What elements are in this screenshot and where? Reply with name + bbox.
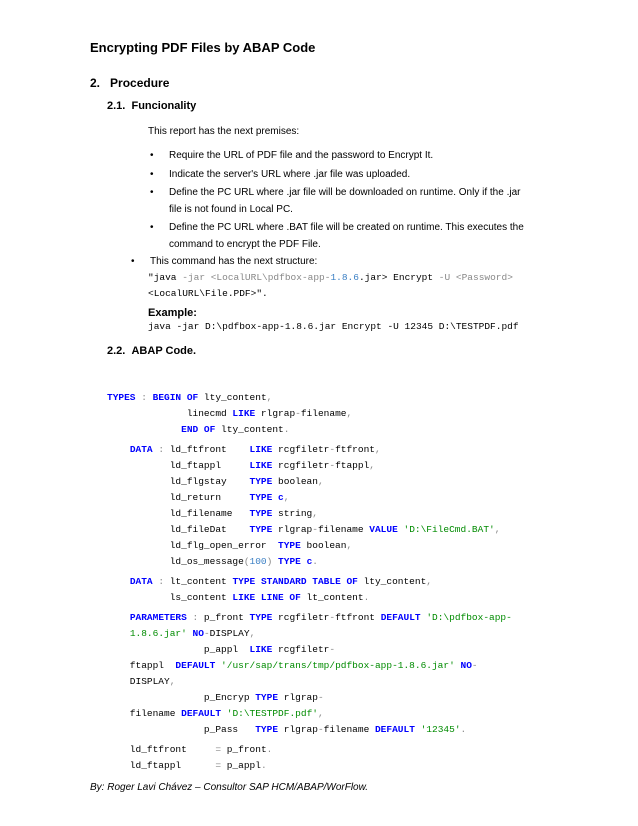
premise-item: • Define the PC URL where .jar file will be downloaded on runtime. Only if the .jar (150, 187, 521, 198)
command-bullet: • This command has the next structure: (131, 256, 318, 267)
premise-item: • Define the PC URL where .BAT file will be created on runtime. This executes the (150, 222, 524, 233)
code-line: ld_os_message(100) TYPE c. (107, 556, 318, 567)
code-line: ld_filename TYPE string, (107, 508, 318, 519)
page-footer: By: Roger Lavi Chávez – Consultor SAP HCM/ABAP/WorFlow. (90, 782, 369, 793)
code-line: ld_fileDat TYPE rlgrap-filename VALUE 'D:\FileCmd.BAT', (107, 524, 501, 535)
code-line: PARAMETERS : p_front TYPE rcgfiletr-ftfront DEFAULT 'D:\pdfbox-app- (129, 612, 512, 623)
code-line: ftappl DEFAULT '/usr/sap/trans/tmp/pdfbox-app-1.8.6.jar' NO- (107, 660, 478, 671)
code-line: ld_ftappl = p_appl. (107, 760, 267, 771)
bullet-icon: • (131, 256, 135, 267)
subsection-heading-abap-code (107, 345, 196, 357)
document-title: Encrypting PDF Files by ABAP Code (90, 40, 316, 55)
section-title: Procedure (110, 76, 170, 90)
bullet-icon: • (150, 222, 154, 233)
code-line: ld_return TYPE c, (107, 492, 290, 503)
subsection-heading-functionality (107, 100, 196, 112)
bullet-icon: • (150, 169, 154, 180)
code-line: END OF lty_content. (181, 424, 290, 435)
code-line: DISPLAY, (107, 676, 176, 687)
code-line: filename DEFAULT 'D:\TESTPDF.pdf', (107, 708, 324, 719)
subsection-title: Funcionality (131, 100, 197, 112)
section-heading-procedure (90, 76, 169, 90)
intro-text: This report has the next premises: (148, 126, 300, 137)
subsection-number: 2.2. (107, 345, 126, 357)
example-command: java -jar D:\pdfbox-app-1.8.6.jar Encrypt -U 12345 D:\TESTPDF.pdf (148, 321, 519, 332)
subsection-title: ABAP Code. (131, 345, 197, 357)
code-line: p_Encryp TYPE rlgrap- (107, 692, 324, 703)
code-line: DATA : lt_content TYPE STANDARD TABLE OF lty_content, (129, 576, 432, 587)
code-line: TYPES : BEGIN OF lty_content, (107, 392, 273, 403)
section-number: 2. (90, 76, 101, 90)
premise-item-continued: file is not found in Local PC. (169, 204, 293, 215)
command-structure-line-1: "java -jar <LocalURL\pdfbox-app-1.8.6.jar> Encrypt -U <Password> (148, 272, 513, 283)
subsection-number: 2.1. (107, 100, 126, 112)
code-line: ld_ftfront = p_front. (107, 744, 273, 755)
command-structure-line-2: <LocalURL\File.PDF>". (148, 288, 268, 299)
bullet-icon: • (150, 150, 154, 161)
premise-item-continued: command to encrypt the PDF File. (169, 239, 321, 250)
bullet-icon: • (150, 187, 154, 198)
premise-item: • Indicate the server's URL where .jar file was uploaded. (150, 169, 411, 180)
code-line: DATA : ld_ftfront LIKE rcgfiletr-ftfront, (129, 444, 381, 455)
code-line: 1.8.6.jar' NO-DISPLAY, (129, 628, 256, 639)
example-label: Example: (148, 307, 197, 319)
code-line: p_Pass TYPE rlgrap-filename DEFAULT '12345'. (107, 724, 467, 735)
code-line: ld_flgstay TYPE boolean, (107, 476, 324, 487)
premise-item: • Require the URL of PDF file and the password to Encrypt It. (150, 150, 434, 161)
code-line: ld_ftappl LIKE rcgfiletr-ftappl, (107, 460, 375, 471)
code-line: p_appl LIKE rcgfiletr- (107, 644, 336, 655)
code-line: linecmd LIKE rlgrap-filename, (107, 408, 353, 419)
code-line: ls_content LIKE LINE OF lt_content. (107, 592, 370, 603)
code-line: ld_flg_open_error TYPE boolean, (107, 540, 353, 551)
